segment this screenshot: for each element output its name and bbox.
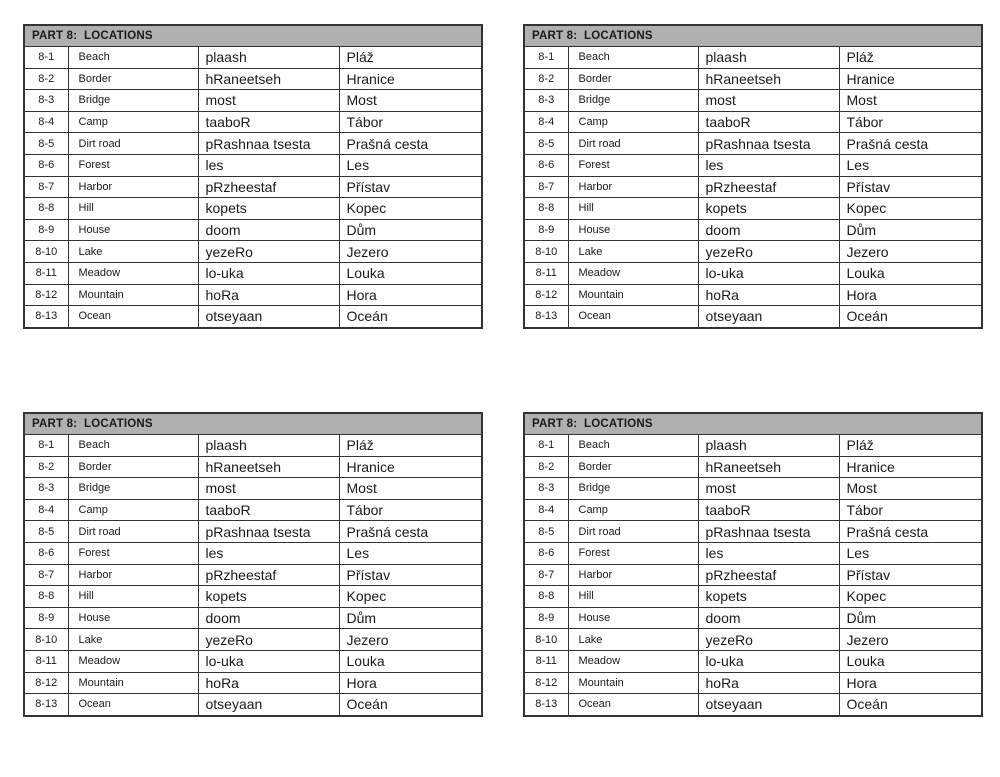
table-row — [24, 176, 482, 198]
czech-cell: Oceán — [339, 306, 482, 328]
table-row — [524, 499, 982, 521]
table-row — [524, 586, 982, 608]
table-row — [24, 629, 482, 651]
table-title: PART 8: LOCATIONS — [524, 413, 982, 435]
pronunciation-cell: hRaneetseh — [698, 68, 839, 90]
english-cell: Border — [68, 68, 198, 90]
pronunciation-cell: doom — [198, 219, 339, 241]
czech-cell: Pláž — [839, 47, 982, 69]
table-row — [24, 262, 482, 284]
pronunciation-cell: pRzheestaf — [698, 564, 839, 586]
english-cell: Camp — [68, 499, 198, 521]
czech-cell: Přístav — [339, 564, 482, 586]
item-number-cell: 8-2 — [24, 68, 68, 90]
item-number-cell: 8-3 — [24, 90, 68, 112]
item-number-cell: 8-7 — [524, 564, 568, 586]
english-cell: Harbor — [68, 564, 198, 586]
pronunciation-cell: otseyaan — [698, 694, 839, 716]
pronunciation-cell: les — [698, 154, 839, 176]
table-row — [24, 542, 482, 564]
english-cell: Meadow — [68, 262, 198, 284]
table-row — [524, 133, 982, 155]
table-row — [524, 694, 982, 716]
czech-cell: Tábor — [339, 499, 482, 521]
table-title: PART 8: LOCATIONS — [524, 25, 982, 47]
table-row — [524, 111, 982, 133]
item-number-cell: 8-7 — [24, 176, 68, 198]
czech-cell: Louka — [339, 650, 482, 672]
english-cell: Hill — [568, 198, 698, 220]
pronunciation-cell: otseyaan — [198, 306, 339, 328]
pronunciation-cell: plaash — [198, 47, 339, 69]
item-number-cell: 8-3 — [24, 478, 68, 500]
table-row — [24, 564, 482, 586]
table-row — [24, 650, 482, 672]
english-cell: Ocean — [568, 694, 698, 716]
table-row — [24, 478, 482, 500]
table-row — [24, 90, 482, 112]
item-number-cell: 8-1 — [524, 47, 568, 69]
english-cell: Camp — [68, 111, 198, 133]
pronunciation-cell: hoRa — [198, 284, 339, 306]
vocab-table — [523, 24, 983, 329]
czech-cell: Les — [339, 154, 482, 176]
pronunciation-cell: plaash — [698, 47, 839, 69]
czech-cell: Prašná cesta — [339, 133, 482, 155]
item-number-cell: 8-2 — [524, 456, 568, 478]
english-cell: Forest — [568, 154, 698, 176]
vocab-table — [523, 412, 983, 717]
czech-cell: Dům — [839, 607, 982, 629]
table-header-row — [24, 25, 482, 47]
item-number-cell: 8-2 — [524, 68, 568, 90]
pronunciation-cell: hRaneetseh — [198, 456, 339, 478]
table-title: PART 8: LOCATIONS — [24, 413, 482, 435]
czech-cell: Kopec — [339, 586, 482, 608]
item-number-cell: 8-5 — [24, 133, 68, 155]
english-cell: Beach — [568, 435, 698, 457]
czech-cell: Louka — [839, 650, 982, 672]
pronunciation-cell: taaboR — [198, 499, 339, 521]
locations-table-top-right — [523, 24, 983, 329]
english-cell: Meadow — [68, 650, 198, 672]
czech-cell: Tábor — [839, 499, 982, 521]
pronunciation-cell: pRashnaa tsesta — [198, 133, 339, 155]
czech-cell: Oceán — [339, 694, 482, 716]
pronunciation-cell: pRzheestaf — [198, 564, 339, 586]
item-number-cell: 8-8 — [24, 198, 68, 220]
czech-cell: Hranice — [839, 456, 982, 478]
english-cell: House — [568, 607, 698, 629]
pronunciation-cell: most — [698, 478, 839, 500]
english-cell: Bridge — [568, 90, 698, 112]
table-row — [524, 607, 982, 629]
pronunciation-cell: pRzheestaf — [698, 176, 839, 198]
item-number-cell: 8-8 — [524, 198, 568, 220]
table-row — [24, 435, 482, 457]
english-cell: Mountain — [68, 672, 198, 694]
table-row — [24, 47, 482, 69]
czech-cell: Les — [839, 154, 982, 176]
english-cell: Meadow — [568, 262, 698, 284]
pronunciation-cell: yezeRo — [198, 629, 339, 651]
item-number-cell: 8-9 — [24, 219, 68, 241]
pronunciation-cell: hoRa — [698, 284, 839, 306]
pronunciation-cell: les — [198, 154, 339, 176]
pronunciation-cell: lo-uka — [198, 262, 339, 284]
table-row — [524, 521, 982, 543]
english-cell: Dirt road — [568, 133, 698, 155]
item-number-cell: 8-12 — [524, 672, 568, 694]
czech-cell: Pláž — [339, 47, 482, 69]
item-number-cell: 8-13 — [524, 306, 568, 328]
item-number-cell: 8-13 — [524, 694, 568, 716]
pronunciation-cell: doom — [698, 219, 839, 241]
czech-cell: Most — [339, 478, 482, 500]
table-row — [524, 629, 982, 651]
czech-cell: Kopec — [839, 586, 982, 608]
english-cell: Camp — [568, 111, 698, 133]
english-cell: Bridge — [68, 90, 198, 112]
english-cell: Harbor — [68, 176, 198, 198]
pronunciation-cell: hoRa — [698, 672, 839, 694]
english-cell: Hill — [568, 586, 698, 608]
english-cell: Bridge — [68, 478, 198, 500]
english-cell: Beach — [68, 47, 198, 69]
item-number-cell: 8-7 — [524, 176, 568, 198]
english-cell: Meadow — [568, 650, 698, 672]
czech-cell: Pláž — [339, 435, 482, 457]
table-row — [524, 672, 982, 694]
czech-cell: Jezero — [839, 241, 982, 263]
pronunciation-cell: doom — [198, 607, 339, 629]
table-row — [524, 306, 982, 328]
pronunciation-cell: les — [198, 542, 339, 564]
czech-cell: Most — [839, 478, 982, 500]
czech-cell: Prašná cesta — [839, 133, 982, 155]
czech-cell: Hora — [839, 672, 982, 694]
czech-cell: Přístav — [839, 564, 982, 586]
english-cell: Harbor — [568, 564, 698, 586]
table-row — [24, 111, 482, 133]
table-row — [24, 241, 482, 263]
czech-cell: Přístav — [839, 176, 982, 198]
pronunciation-cell: most — [698, 90, 839, 112]
english-cell: Beach — [68, 435, 198, 457]
pronunciation-cell: yezeRo — [698, 629, 839, 651]
table-row — [24, 607, 482, 629]
table-row — [24, 586, 482, 608]
table-row — [24, 133, 482, 155]
pronunciation-cell: pRzheestaf — [198, 176, 339, 198]
pronunciation-cell: kopets — [198, 198, 339, 220]
czech-cell: Hora — [339, 672, 482, 694]
item-number-cell: 8-12 — [24, 284, 68, 306]
czech-cell: Dům — [339, 219, 482, 241]
table-row — [524, 198, 982, 220]
item-number-cell: 8-3 — [524, 90, 568, 112]
english-cell: Dirt road — [568, 521, 698, 543]
pronunciation-cell: hRaneetseh — [198, 68, 339, 90]
item-number-cell: 8-4 — [524, 111, 568, 133]
table-row — [524, 650, 982, 672]
item-number-cell: 8-11 — [24, 650, 68, 672]
item-number-cell: 8-10 — [24, 629, 68, 651]
table-row — [24, 198, 482, 220]
item-number-cell: 8-10 — [524, 241, 568, 263]
english-cell: Forest — [68, 154, 198, 176]
table-row — [24, 154, 482, 176]
item-number-cell: 8-10 — [524, 629, 568, 651]
table-header-row — [24, 413, 482, 435]
czech-cell: Hora — [839, 284, 982, 306]
vocab-table — [23, 24, 483, 329]
pronunciation-cell: yezeRo — [198, 241, 339, 263]
english-cell: Lake — [68, 241, 198, 263]
czech-cell: Tábor — [339, 111, 482, 133]
pronunciation-cell: most — [198, 90, 339, 112]
english-cell: Lake — [68, 629, 198, 651]
table-row — [524, 154, 982, 176]
item-number-cell: 8-1 — [24, 435, 68, 457]
czech-cell: Most — [839, 90, 982, 112]
czech-cell: Louka — [839, 262, 982, 284]
pronunciation-cell: les — [698, 542, 839, 564]
pronunciation-cell: plaash — [698, 435, 839, 457]
table-header-row — [524, 25, 982, 47]
pronunciation-cell: otseyaan — [698, 306, 839, 328]
english-cell: Forest — [68, 542, 198, 564]
english-cell: Border — [568, 68, 698, 90]
table-row — [24, 456, 482, 478]
english-cell: Mountain — [568, 672, 698, 694]
czech-cell: Tábor — [839, 111, 982, 133]
english-cell: Ocean — [68, 694, 198, 716]
czech-cell: Pláž — [839, 435, 982, 457]
czech-cell: Kopec — [839, 198, 982, 220]
item-number-cell: 8-9 — [524, 219, 568, 241]
pronunciation-cell: most — [198, 478, 339, 500]
item-number-cell: 8-1 — [524, 435, 568, 457]
table-row — [24, 219, 482, 241]
item-number-cell: 8-5 — [524, 133, 568, 155]
table-row — [524, 68, 982, 90]
pronunciation-cell: pRashnaa tsesta — [698, 521, 839, 543]
item-number-cell: 8-6 — [524, 542, 568, 564]
locations-table-bottom-left — [23, 412, 483, 717]
table-row — [24, 694, 482, 716]
english-cell: Hill — [68, 198, 198, 220]
table-row — [24, 306, 482, 328]
item-number-cell: 8-11 — [24, 262, 68, 284]
pronunciation-cell: taaboR — [198, 111, 339, 133]
table-row — [524, 456, 982, 478]
pronunciation-cell: taaboR — [698, 499, 839, 521]
item-number-cell: 8-5 — [524, 521, 568, 543]
english-cell: House — [68, 607, 198, 629]
czech-cell: Oceán — [839, 694, 982, 716]
english-cell: Mountain — [568, 284, 698, 306]
pronunciation-cell: lo-uka — [698, 650, 839, 672]
table-row — [524, 219, 982, 241]
czech-cell: Oceán — [839, 306, 982, 328]
czech-cell: Jezero — [339, 629, 482, 651]
table-row — [524, 564, 982, 586]
english-cell: House — [68, 219, 198, 241]
table-row — [524, 284, 982, 306]
english-cell: Forest — [568, 542, 698, 564]
table-row — [24, 284, 482, 306]
pronunciation-cell: hoRa — [198, 672, 339, 694]
pronunciation-cell: plaash — [198, 435, 339, 457]
table-row — [524, 241, 982, 263]
pronunciation-cell: kopets — [698, 198, 839, 220]
item-number-cell: 8-13 — [24, 694, 68, 716]
item-number-cell: 8-9 — [524, 607, 568, 629]
table-row — [524, 478, 982, 500]
czech-cell: Hranice — [339, 456, 482, 478]
czech-cell: Jezero — [839, 629, 982, 651]
english-cell: Lake — [568, 629, 698, 651]
pronunciation-cell: lo-uka — [198, 650, 339, 672]
english-cell: Beach — [568, 47, 698, 69]
pronunciation-cell: pRashnaa tsesta — [698, 133, 839, 155]
item-number-cell: 8-6 — [524, 154, 568, 176]
table-row — [24, 672, 482, 694]
czech-cell: Les — [339, 542, 482, 564]
item-number-cell: 8-4 — [524, 499, 568, 521]
czech-cell: Kopec — [339, 198, 482, 220]
table-row — [524, 176, 982, 198]
table-row — [524, 435, 982, 457]
table-row — [24, 521, 482, 543]
czech-cell: Hranice — [839, 68, 982, 90]
table-row — [524, 542, 982, 564]
czech-cell: Les — [839, 542, 982, 564]
pronunciation-cell: yezeRo — [698, 241, 839, 263]
english-cell: Dirt road — [68, 133, 198, 155]
item-number-cell: 8-1 — [24, 47, 68, 69]
item-number-cell: 8-11 — [524, 650, 568, 672]
czech-cell: Hranice — [339, 68, 482, 90]
item-number-cell: 8-6 — [24, 154, 68, 176]
english-cell: Hill — [68, 586, 198, 608]
vocab-table — [23, 412, 483, 717]
czech-cell: Hora — [339, 284, 482, 306]
item-number-cell: 8-10 — [24, 241, 68, 263]
item-number-cell: 8-5 — [24, 521, 68, 543]
english-cell: Ocean — [568, 306, 698, 328]
item-number-cell: 8-4 — [24, 111, 68, 133]
czech-cell: Přístav — [339, 176, 482, 198]
item-number-cell: 8-8 — [524, 586, 568, 608]
item-number-cell: 8-8 — [24, 586, 68, 608]
english-cell: Mountain — [68, 284, 198, 306]
item-number-cell: 8-4 — [24, 499, 68, 521]
table-header-row — [524, 413, 982, 435]
english-cell: Camp — [568, 499, 698, 521]
locations-table-bottom-right — [523, 412, 983, 717]
locations-table-top-left — [23, 24, 483, 329]
table-row — [524, 47, 982, 69]
table-title: PART 8: LOCATIONS — [24, 25, 482, 47]
pronunciation-cell: hRaneetseh — [698, 456, 839, 478]
item-number-cell: 8-12 — [524, 284, 568, 306]
pronunciation-cell: lo-uka — [698, 262, 839, 284]
item-number-cell: 8-7 — [24, 564, 68, 586]
pronunciation-cell: taaboR — [698, 111, 839, 133]
table-row — [24, 499, 482, 521]
czech-cell: Louka — [339, 262, 482, 284]
english-cell: Ocean — [68, 306, 198, 328]
czech-cell: Most — [339, 90, 482, 112]
pronunciation-cell: doom — [698, 607, 839, 629]
english-cell: Border — [68, 456, 198, 478]
english-cell: Harbor — [568, 176, 698, 198]
english-cell: Dirt road — [68, 521, 198, 543]
item-number-cell: 8-3 — [524, 478, 568, 500]
pronunciation-cell: otseyaan — [198, 694, 339, 716]
english-cell: Lake — [568, 241, 698, 263]
pronunciation-cell: pRashnaa tsesta — [198, 521, 339, 543]
item-number-cell: 8-11 — [524, 262, 568, 284]
item-number-cell: 8-6 — [24, 542, 68, 564]
table-row — [524, 262, 982, 284]
item-number-cell: 8-9 — [24, 607, 68, 629]
pronunciation-cell: kopets — [698, 586, 839, 608]
item-number-cell: 8-12 — [24, 672, 68, 694]
english-cell: Bridge — [568, 478, 698, 500]
item-number-cell: 8-2 — [24, 456, 68, 478]
czech-cell: Dům — [339, 607, 482, 629]
czech-cell: Prašná cesta — [839, 521, 982, 543]
item-number-cell: 8-13 — [24, 306, 68, 328]
english-cell: House — [568, 219, 698, 241]
table-row — [24, 68, 482, 90]
english-cell: Border — [568, 456, 698, 478]
pronunciation-cell: kopets — [198, 586, 339, 608]
czech-cell: Prašná cesta — [339, 521, 482, 543]
table-row — [524, 90, 982, 112]
czech-cell: Jezero — [339, 241, 482, 263]
czech-cell: Dům — [839, 219, 982, 241]
